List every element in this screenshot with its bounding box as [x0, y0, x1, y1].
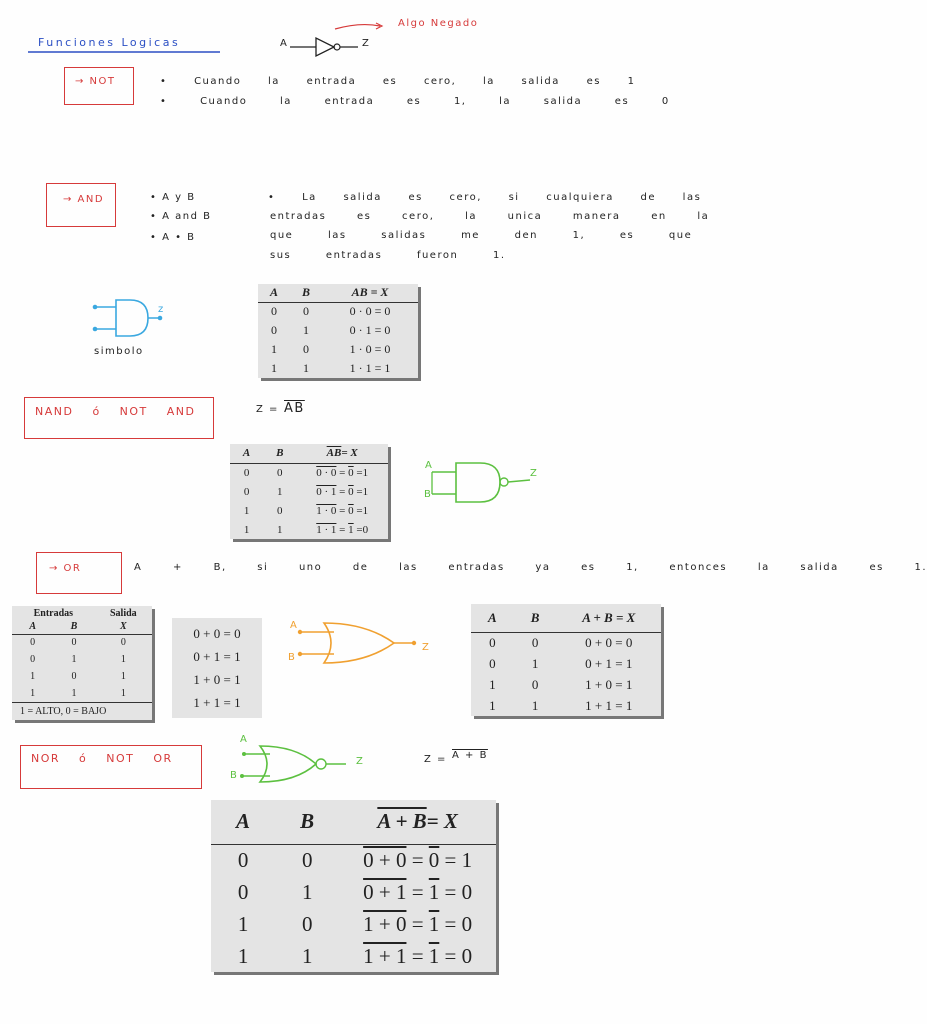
- and-cell: 0: [271, 323, 277, 337]
- nor-truth-table: A B A + B= X 0 0 0 + 0 = 0 = 1 0 1 0 + 1 = 1 = 0 1 0 1 + 0 = 1 = 0 1 1 1 + 1 = 1 = 0: [211, 800, 496, 972]
- nor-cell-expr: 1 + 0: [363, 911, 407, 936]
- nor-cell: 0: [237, 847, 249, 872]
- or-gate-a-label: A: [290, 620, 299, 631]
- nand-label: NAND ó NOT AND: [35, 405, 196, 418]
- nand-cell-out: 1: [362, 466, 369, 479]
- nand-cell-inv: 0: [348, 466, 354, 479]
- nor-gate-icon: [238, 742, 358, 787]
- nor-cell-inv: 1: [428, 879, 440, 904]
- or-t2-cell: 0: [531, 676, 539, 692]
- and-gate-icon: [90, 296, 170, 341]
- nand-cell-out: 1: [362, 504, 369, 517]
- and-cell: 0: [303, 304, 309, 319]
- nand-cell: 1: [277, 485, 283, 498]
- or-t2-th-b: B: [530, 609, 540, 625]
- nand-th-expr: $\overline{AB}$: [326, 447, 342, 460]
- or-t1-cell: 1: [30, 687, 36, 699]
- or-t2-cell: 0: [531, 634, 539, 650]
- nor-gate-a-label: A: [240, 734, 249, 745]
- or-truth-table-1: [12, 606, 152, 720]
- nor-label-box: [20, 745, 202, 789]
- or-t2-th-a: A: [488, 609, 497, 625]
- or-sum-4: 1 + 1 = 1: [193, 695, 241, 710]
- nor-cell-expr: 0 + 1: [363, 879, 407, 904]
- nor-cell-out: 0: [461, 879, 473, 904]
- nand-cell: 1: [277, 523, 283, 536]
- nand-formula-lhs: Z =: [256, 404, 279, 415]
- nand-gate-b-label: B: [424, 489, 433, 500]
- nand-truth-table: A B $\overline{AB}= X$ 0 0 0 · 0 = 0 =1 0 1 0 · 1 = 0 =1 1 0 1 · 0 = 0 =1 1 1 1 · 1 = 1 =0: [230, 444, 388, 539]
- nand-cell: 0: [243, 466, 250, 479]
- or-sum-3: 1 + 0 = 1: [193, 672, 241, 687]
- or-label: → OR: [49, 563, 82, 574]
- or-t1-cell: 1: [120, 654, 126, 665]
- nor-cell-out: 0: [461, 911, 473, 936]
- nor-formula-lhs: Z =: [424, 754, 447, 765]
- nor-cell: 1: [237, 911, 249, 936]
- nor-th-expr: A + B: [377, 809, 427, 834]
- or-t2-cell: 1: [531, 655, 539, 671]
- nand-th-b: B: [276, 447, 284, 460]
- or-t1-cell: 0: [71, 637, 77, 649]
- or-t2-cell: 1: [531, 697, 539, 713]
- nor-cell-expr: 0 + 0: [363, 847, 407, 872]
- nand-gate-a-label: A: [425, 460, 434, 471]
- and-desc-4: sus entradas fueron 1.: [270, 250, 506, 261]
- nor-gate-b-label: B: [230, 770, 239, 781]
- nor-cell: 0: [301, 911, 313, 936]
- or-gate-icon: [296, 618, 426, 668]
- nor-cell: 0: [237, 879, 249, 904]
- and-th-b: B: [301, 285, 310, 300]
- and-cell: 1 · 0 = 0: [349, 342, 391, 356]
- and-gate-output-label: z: [158, 304, 165, 315]
- nor-cell: 1: [301, 879, 313, 904]
- or-t2-cell: 1: [489, 697, 496, 713]
- nand-cell-inv: 0: [348, 485, 354, 498]
- nand-cell-expr: 0 · 0: [316, 466, 337, 479]
- nand-cell: 1: [243, 504, 250, 517]
- title-underline: [28, 50, 228, 54]
- or-t1-cell: 1: [71, 687, 77, 699]
- or-t2-cell: 1: [489, 676, 496, 692]
- nor-gate-out-label: Z: [356, 756, 365, 767]
- or-sums-box: [172, 618, 262, 718]
- and-cell: 0: [271, 304, 277, 319]
- and-desc-3: que las salidas me den 1, es que: [270, 230, 693, 241]
- and-cell: 0 · 0 = 0: [349, 304, 391, 319]
- not-gate-icon: [290, 20, 400, 65]
- not-rule-1: • Cuando la entrada es cero, la salida es 1: [160, 76, 636, 87]
- and-cell: 1 · 1 = 1: [349, 361, 391, 375]
- nand-gate-out-label: Z: [530, 468, 539, 479]
- not-label: → NOT: [75, 76, 116, 87]
- or-t2-th-x: A + B = X: [582, 609, 636, 625]
- nor-cell: 1: [301, 943, 313, 968]
- nand-th-x: = X: [341, 447, 358, 460]
- and-cell: 1: [271, 342, 277, 356]
- nand-cell-inv: 1: [348, 523, 354, 536]
- or-t1-group-in: Entradas: [33, 607, 74, 619]
- or-t1-cell: 0: [30, 637, 36, 649]
- and-label-box: [46, 183, 116, 227]
- not-label-box: [64, 67, 134, 105]
- or-t1-footer: 1 = ALTO, 0 = BAJO: [20, 705, 107, 717]
- or-t1-group-out: Salida: [110, 607, 137, 619]
- or-t1-cell: 1: [120, 687, 126, 699]
- and-form-2: • A and B: [150, 211, 212, 222]
- nand-cell: 1: [243, 523, 250, 536]
- and-desc-2: entradas es cero, la unica manera en la: [270, 211, 710, 222]
- and-cell: 1: [303, 361, 309, 375]
- and-symbol-caption: simbolo: [94, 346, 144, 357]
- nor-th-a: A: [236, 809, 251, 834]
- nor-cell-out: 1: [461, 847, 473, 872]
- nand-gate-icon: [430, 460, 540, 505]
- page-title: Funciones Logicas: [38, 36, 181, 49]
- nor-label: NOR ó NOT OR: [31, 752, 173, 765]
- and-cell: 1: [271, 361, 277, 375]
- or-t1-cell: 0: [120, 637, 126, 649]
- or-truth-table-2: [471, 604, 661, 716]
- or-t2-cell: 0 + 0 = 0: [585, 634, 633, 650]
- nand-cell-out: 1: [362, 485, 369, 498]
- and-th-x: AB = X: [351, 285, 389, 300]
- not-gate-note: Algo Negado: [398, 18, 479, 29]
- not-rule-2: • Cuando la entrada es 1, la salida es 0: [160, 96, 670, 107]
- and-form-1: • A y B: [150, 192, 196, 203]
- not-gate-output-label: Z: [362, 38, 371, 49]
- nor-cell-inv: 0: [428, 847, 440, 872]
- nand-cell-expr: 1 · 0: [316, 504, 337, 517]
- and-cell: 1: [303, 323, 309, 337]
- nor-cell-expr: 1 + 1: [363, 943, 407, 968]
- or-gate-out-label: Z: [422, 642, 431, 653]
- and-form-3: • A • B: [150, 232, 196, 243]
- nand-formula-rhs: $\overline{AB}$: [284, 401, 305, 416]
- or-gate-b-label: B: [288, 652, 297, 663]
- and-cell: 0 · 1 = 0: [349, 323, 391, 337]
- or-t1-th-a: A: [29, 621, 36, 633]
- or-t2-cell: 0: [489, 655, 496, 671]
- or-desc: A + B, si uno de las entradas ya es 1, entonces la salida es 1.: [134, 562, 927, 573]
- nand-cell: 0: [243, 485, 250, 498]
- nand-cell-expr: 0 · 1: [316, 485, 337, 498]
- nor-formula-rhs: A + B: [452, 750, 488, 761]
- or-t1-cell: 1: [30, 671, 36, 682]
- or-t2-cell: 1 + 1 = 1: [585, 697, 633, 713]
- or-t1-cell: 0: [30, 654, 36, 665]
- or-t1-th-b: B: [70, 621, 78, 633]
- nor-th-b: B: [300, 809, 315, 834]
- nor-cell-inv: 1: [428, 911, 440, 936]
- nand-label-box: [24, 397, 214, 439]
- nand-cell-out: 0: [362, 523, 369, 536]
- nand-th-a: A: [242, 447, 251, 460]
- or-t2-cell: 0: [489, 634, 496, 650]
- or-label-box: [36, 552, 122, 594]
- or-sum-1: 0 + 0 = 0: [193, 626, 241, 641]
- nand-cell-expr: 1 · 1: [316, 523, 337, 536]
- and-cell: 0: [303, 342, 309, 356]
- nor-th-x: = X: [426, 809, 458, 834]
- nand-cell: 0: [277, 466, 283, 479]
- or-sum-2: 0 + 1 = 1: [193, 649, 241, 664]
- and-label: → AND: [63, 194, 105, 205]
- and-truth-table: [258, 284, 418, 378]
- or-t1-th-x: X: [120, 621, 127, 633]
- or-t1-cell: 1: [120, 671, 126, 682]
- and-th-a: A: [269, 285, 278, 300]
- nor-cell: 0: [301, 847, 313, 872]
- nand-cell: 0: [277, 504, 283, 517]
- nor-cell-out: 0: [461, 943, 473, 968]
- nor-cell: 1: [237, 943, 249, 968]
- and-desc-1: • La salida es cero, si cualquiera de las: [268, 192, 702, 203]
- or-t1-cell: 1: [71, 654, 77, 665]
- or-t2-cell: 0 + 1 = 1: [585, 655, 633, 671]
- or-t2-cell: 1 + 0 = 1: [585, 676, 633, 692]
- not-gate-input-label: A: [280, 38, 289, 49]
- or-t1-cell: 0: [71, 671, 77, 682]
- nand-cell-inv: 0: [348, 504, 354, 517]
- nor-cell-inv: 1: [428, 943, 440, 968]
